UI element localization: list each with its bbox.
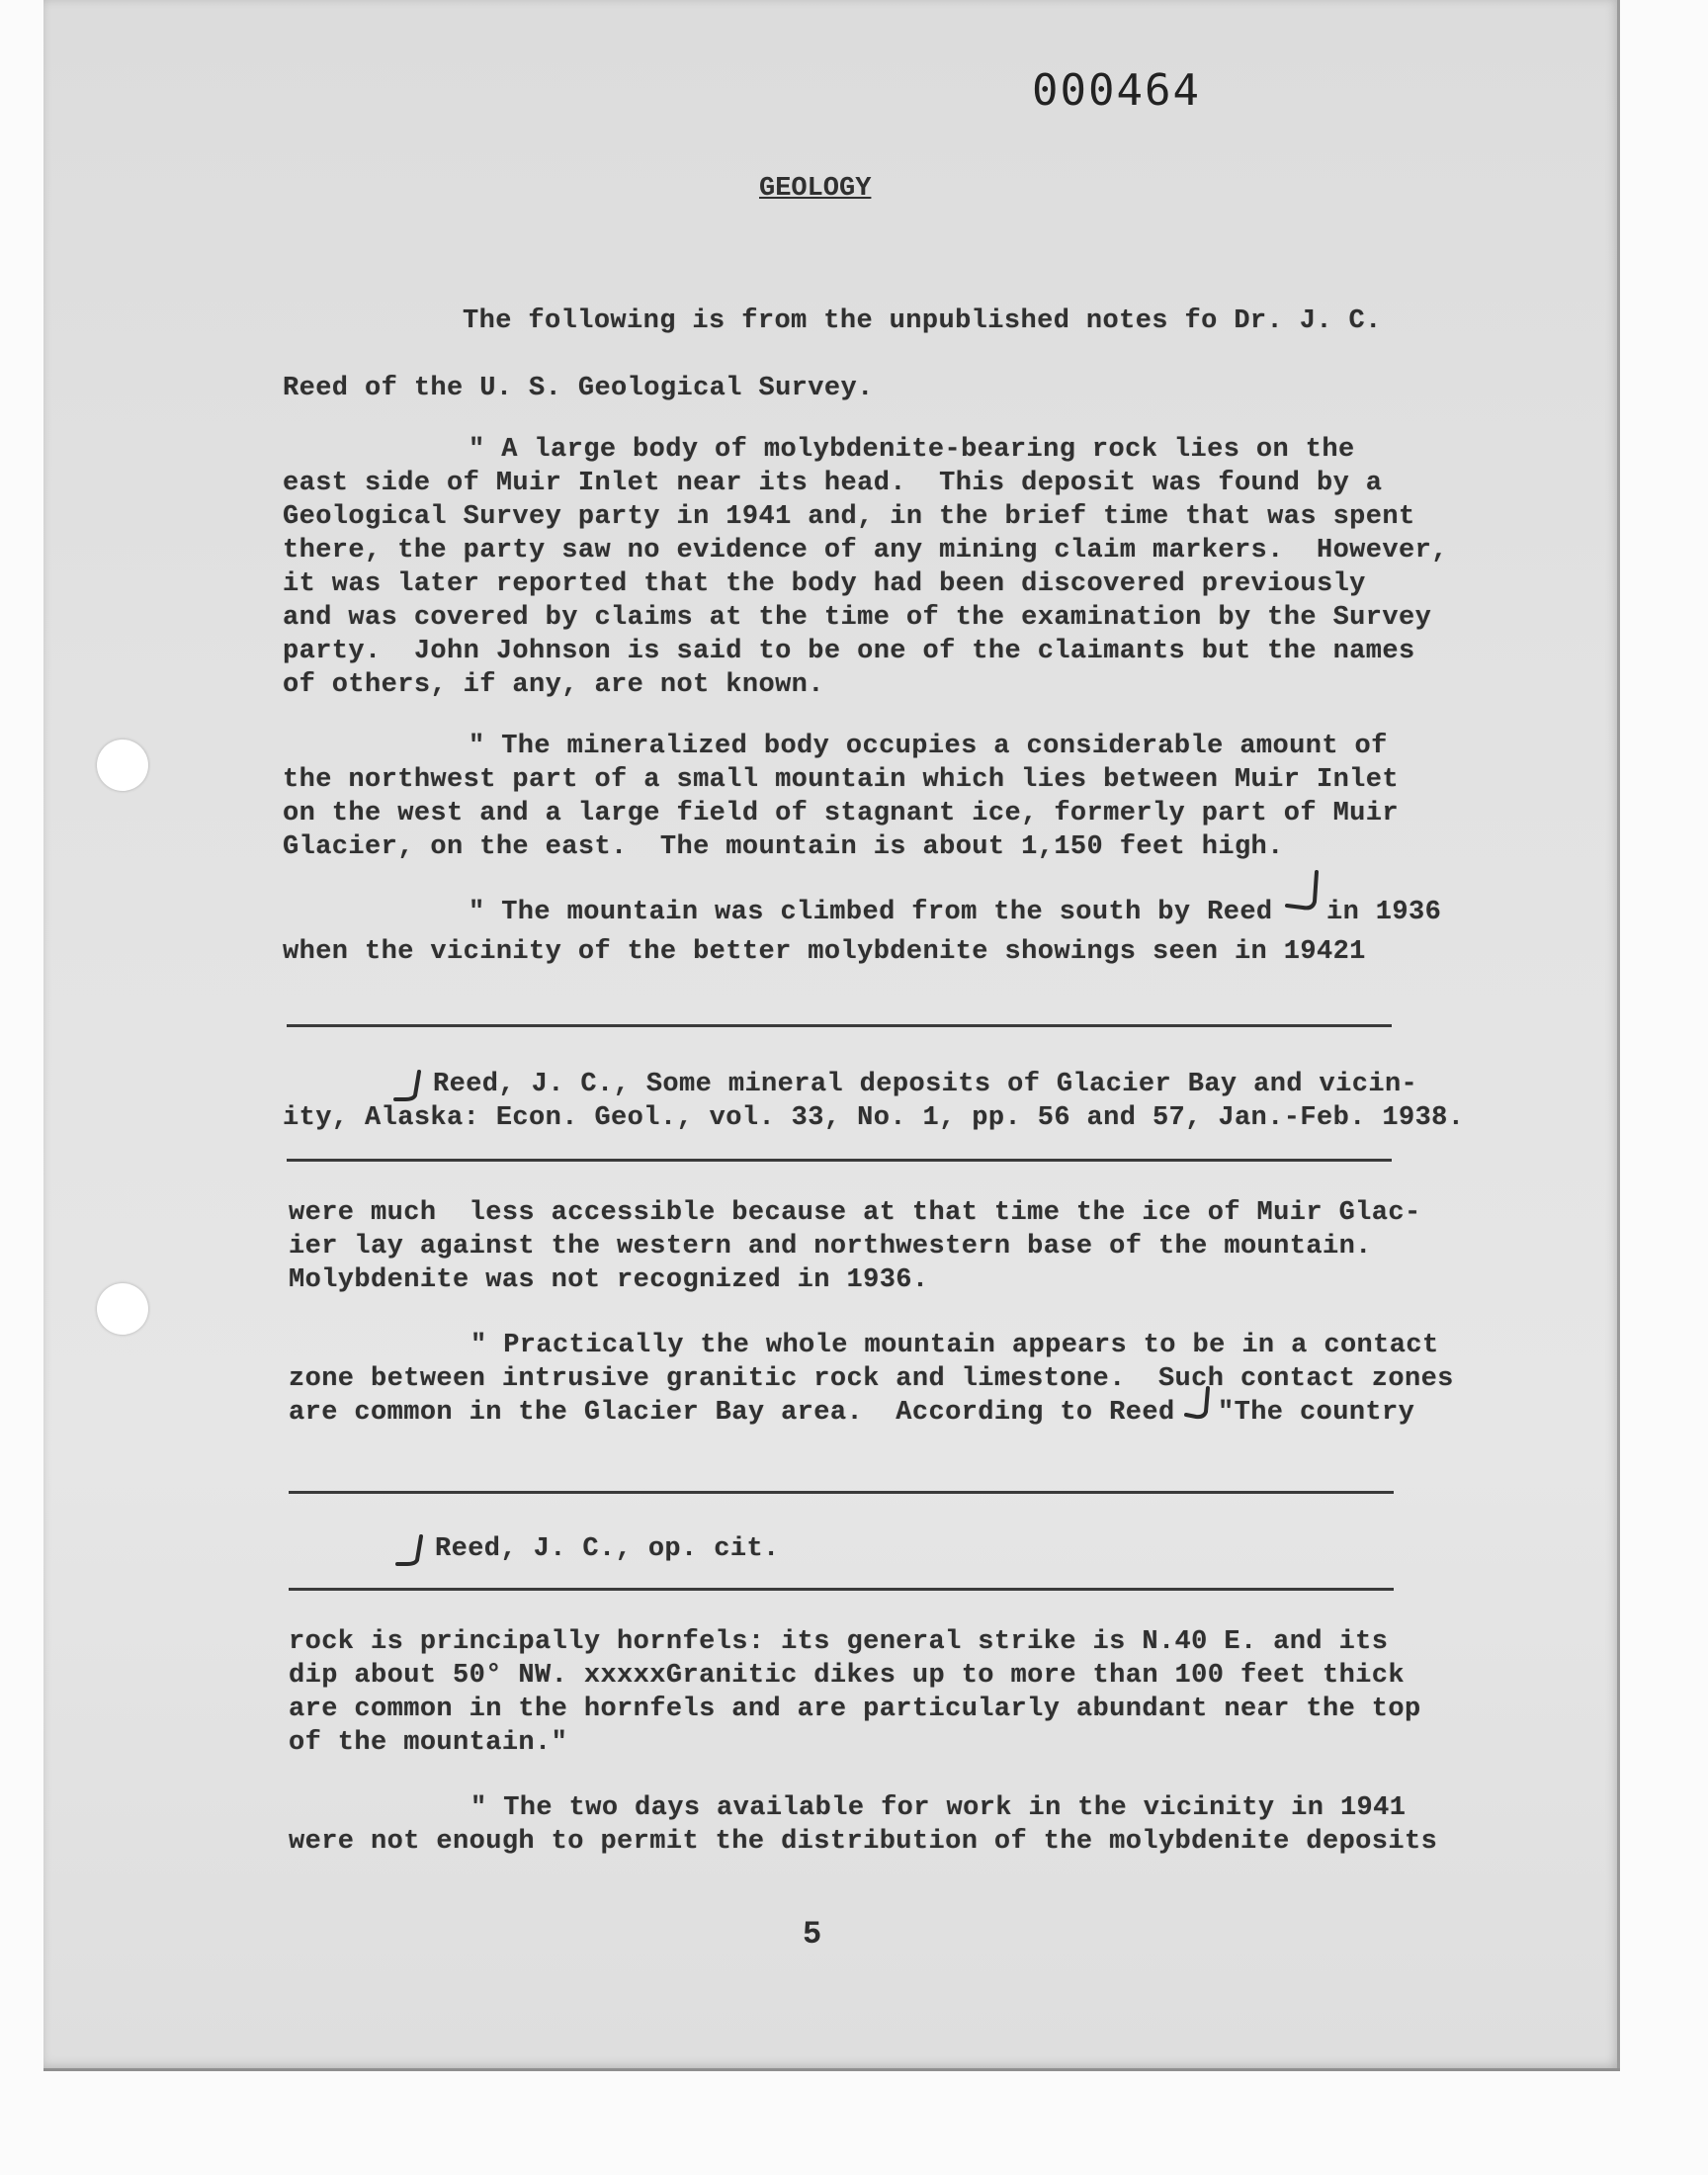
text-line: were much less accessible because at that time the ice of Muir Glac- <box>289 1198 1421 1228</box>
text-line: Molybdenite was not recognized in 1936. <box>289 1265 929 1295</box>
text-line: Geological Survey party in 1941 and, in the brief time that was spent <box>283 502 1415 532</box>
text-line: " The mountain was climbed from the south by Reed <box>469 898 1273 927</box>
text-line: are common in the Glacier Bay area. According to Reed <box>289 1398 1175 1428</box>
punch-hole-top <box>97 740 148 791</box>
text-line: party. John Johnson is said to be one of the claimants but the names <box>283 637 1415 666</box>
document-number: 000464 <box>1032 65 1201 116</box>
footnote-rule-top <box>287 1024 1392 1027</box>
text-line: rock is principally hornfels: its general strike is N.40 E. and its <box>289 1627 1389 1657</box>
text-line: zone between intrusive granitic rock and limestone. Such contact zones <box>289 1364 1454 1394</box>
footnote-mark-icon <box>1283 868 1326 919</box>
text-line: " Practically the whole mountain appears to be in a contact <box>470 1331 1439 1360</box>
text-line: the northwest part of a small mountain which lies between Muir Inlet <box>283 765 1399 795</box>
page-edge-right <box>1617 0 1620 2070</box>
text-line: Glacier, on the east. The mountain is about 1,150 feet high. <box>283 832 1284 862</box>
footnote-mark-icon <box>393 1532 429 1568</box>
text-line: dip about 50° NW. xxxxxGranitic dikes up to more than 100 feet thick <box>289 1661 1405 1691</box>
text-line: and was covered by claims at the time of the examination by the Survey <box>283 603 1432 633</box>
footnote-rule-bottom <box>287 1159 1392 1162</box>
text-line: ity, Alaska: Econ. Geol., vol. 33, No. 1, pp. 56 and 57, Jan.-Feb. 1938. <box>283 1103 1465 1133</box>
page-heading: GEOLOGY <box>759 174 872 204</box>
text-line: Reed of the U. S. Geological Survey. <box>283 374 874 403</box>
punch-hole-bottom <box>97 1283 148 1335</box>
page-number: 5 <box>803 1916 822 1953</box>
text-line: east side of Muir Inlet near its head. This deposit was found by a <box>283 469 1383 498</box>
text-line: "The country <box>1218 1398 1415 1428</box>
footnote-rule-bottom <box>289 1588 1394 1591</box>
text-line: " A large body of molybdenite-bearing rock lies on the <box>469 435 1355 465</box>
text-line: are common in the hornfels and are particularly abundant near the top <box>289 1695 1421 1724</box>
text-line: in 1936 <box>1326 898 1442 927</box>
footnote-mark-icon <box>1182 1384 1216 1424</box>
text-line: Reed, J. C., Some mineral deposits of Glacier Bay and vicin- <box>433 1070 1418 1099</box>
page-edge-bottom <box>43 2068 1620 2071</box>
text-line: The following is from the unpublished notes fo Dr. J. C. <box>463 306 1382 336</box>
text-line: of the mountain." <box>289 1728 568 1758</box>
text-line: there, the party saw no evidence of any mining claim markers. However, <box>283 536 1448 566</box>
text-line: ier lay against the western and northwestern base of the mountain. <box>289 1232 1372 1262</box>
text-line: it was later reported that the body had been discovered previously <box>283 569 1366 599</box>
text-line: when the vicinity of the better molybdenite showings seen in 19421 <box>283 937 1366 967</box>
footnote-rule-top <box>289 1491 1394 1494</box>
footnote-mark-icon <box>391 1068 427 1103</box>
text-line: were not enough to permit the distribution of the molybdenite deposits <box>289 1827 1438 1857</box>
text-line: " The two days available for work in the vicinity in 1941 <box>470 1793 1407 1823</box>
text-line: of others, if any, are not known. <box>283 670 824 700</box>
text-line: Reed, J. C., op. cit. <box>435 1534 780 1564</box>
text-line: " The mineralized body occupies a considerable amount of <box>469 732 1388 761</box>
text-line: on the west and a large field of stagnant ice, formerly part of Muir <box>283 799 1399 828</box>
